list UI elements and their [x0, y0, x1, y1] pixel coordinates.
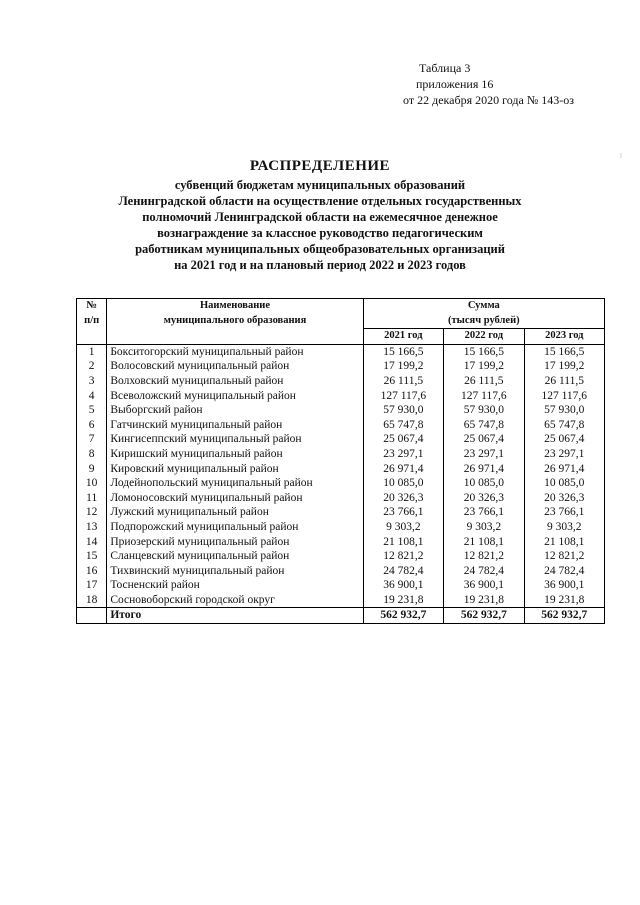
row-number: 17 — [77, 578, 107, 593]
row-value-2022: 127 117,6 — [444, 389, 524, 404]
table-row — [77, 403, 605, 418]
row-value-2023: 24 782,4 — [544, 564, 585, 577]
row-municipality: Выборгский район — [107, 403, 363, 418]
total-value-2021: 562 932,7 — [363, 608, 443, 624]
row-value-2022: 24 782,4 — [444, 564, 524, 579]
table-row — [77, 549, 605, 564]
header-municipality — [107, 299, 363, 345]
table-row — [77, 374, 605, 389]
table-row — [77, 578, 605, 593]
header-municipality-line2: муниципального образования — [163, 314, 307, 326]
table-row — [77, 447, 605, 462]
row-number: 4 — [77, 389, 107, 404]
row-value-2023: 17 199,2 — [544, 360, 585, 373]
title-line: работникам муниципальных общеобразовательных организаций — [135, 242, 505, 256]
table-body — [77, 344, 605, 623]
row-municipality: Бокситогорский муниципальный район — [107, 344, 363, 359]
row-value-2022: 36 900,1 — [444, 578, 524, 593]
table-row — [77, 418, 605, 433]
row-value-2023: 19 231,8 — [544, 593, 585, 606]
row-number: 13 — [77, 520, 107, 535]
header-year-2021: 2021 год — [363, 329, 443, 345]
row-municipality: Приозерский муниципальный район — [107, 535, 363, 550]
row-number: 14 — [77, 535, 107, 550]
header-municipality-line1: Наименование — [199, 300, 270, 311]
row-number: 11 — [77, 491, 107, 506]
header-sum-label: Сумма — [467, 300, 500, 311]
total-label: Итого — [107, 608, 363, 624]
title-line: полномочий Ленинградской области на ежемесячное денежное — [142, 210, 498, 224]
row-municipality: Гатчинский муниципальный район — [107, 418, 363, 433]
header-sum-unit: (тысяч рублей) — [448, 314, 520, 326]
row-value-2021: 15 166,5 — [363, 344, 443, 359]
header-year-2023: 2023 год — [524, 329, 604, 345]
row-value-2023: 20 326,3 — [544, 491, 585, 504]
row-value-2021: 65 747,8 — [363, 418, 443, 433]
row-value-2021: 20 326,3 — [363, 491, 443, 506]
row-municipality: Всеволожский муниципальный район — [107, 389, 363, 404]
header-number-abbr: п/п — [84, 314, 100, 326]
row-value-2023: 21 108,1 — [544, 535, 585, 548]
row-value-2021: 21 108,1 — [363, 535, 443, 550]
scan-artifact: ⁞ — [620, 152, 622, 160]
row-value-2022: 10 085,0 — [444, 476, 524, 491]
title-line: Ленинградской области на осуществление отдельных государственных — [118, 194, 522, 208]
row-value-2023: 12 821,2 — [544, 550, 585, 563]
row-value-2022: 12 821,2 — [444, 549, 524, 564]
row-value-2022: 65 747,8 — [444, 418, 524, 433]
row-value-2023: 57 930,0 — [544, 404, 585, 417]
row-number: 9 — [77, 462, 107, 477]
row-municipality: Сосновоборский городской округ — [107, 593, 363, 608]
row-value-2021: 17 199,2 — [363, 359, 443, 374]
table-row — [77, 389, 605, 404]
table-row — [77, 520, 605, 535]
row-value-2023: 15 166,5 — [544, 345, 585, 358]
row-municipality: Волховский муниципальный район — [107, 374, 363, 389]
title-line: вознаграждение за классное руководство педагогическим — [157, 226, 483, 240]
header-sum — [363, 299, 604, 329]
table-row — [77, 505, 605, 520]
row-value-2023: 9 303,2 — [547, 520, 582, 533]
row-value-2021: 25 067,4 — [363, 432, 443, 447]
distribution-table — [76, 298, 605, 624]
table-row — [77, 359, 605, 374]
row-value-2021: 23 766,1 — [363, 505, 443, 520]
row-value-2021: 12 821,2 — [363, 549, 443, 564]
row-number: 7 — [77, 432, 107, 447]
row-value-2021: 10 085,0 — [363, 476, 443, 491]
table-row — [77, 432, 605, 447]
row-number: 18 — [77, 593, 107, 608]
row-value-2023: 127 117,6 — [541, 389, 588, 402]
row-value-2022: 23 297,1 — [444, 447, 524, 462]
row-number: 8 — [77, 447, 107, 462]
row-value-2022: 25 067,4 — [444, 432, 524, 447]
row-value-2023: 25 067,4 — [544, 433, 585, 446]
row-municipality: Кингисеппский муниципальный район — [107, 432, 363, 447]
row-value-2022: 17 199,2 — [444, 359, 524, 374]
row-value-2023: 10 085,0 — [544, 477, 585, 490]
table-row — [77, 491, 605, 506]
document-title — [0, 158, 640, 273]
row-value-2021: 24 782,4 — [363, 564, 443, 579]
row-value-2021: 9 303,2 — [363, 520, 443, 535]
header-table-number: Таблица 3 — [419, 61, 471, 75]
row-municipality: Сланцевский муниципальный район — [107, 549, 363, 564]
row-municipality: Киришский муниципальный район — [107, 447, 363, 462]
title-line: субвенций бюджетам муниципальных образований — [174, 178, 466, 192]
row-number: 5 — [77, 403, 107, 418]
row-value-2023: 36 900,1 — [544, 579, 585, 592]
row-value-2021: 57 930,0 — [363, 403, 443, 418]
row-value-2023: 23 297,1 — [544, 447, 585, 460]
title-main: РАСПРЕДЕЛЕНИЕ — [249, 158, 391, 174]
row-value-2022: 57 930,0 — [444, 403, 524, 418]
table-row — [77, 593, 605, 608]
row-number: 2 — [77, 359, 107, 374]
row-value-2022: 26 971,4 — [444, 462, 524, 477]
document-header — [403, 60, 575, 108]
row-value-2023: 23 766,1 — [544, 506, 585, 519]
row-municipality: Волосовский муниципальный район — [107, 359, 363, 374]
row-number: 1 — [77, 344, 107, 359]
row-value-2021: 19 231,8 — [363, 593, 443, 608]
row-municipality: Тосненский район — [107, 578, 363, 593]
table-row — [77, 535, 605, 550]
row-municipality: Ломоносовский муниципальный район — [107, 491, 363, 506]
row-value-2021: 36 900,1 — [363, 578, 443, 593]
total-value-2022: 562 932,7 — [444, 608, 524, 624]
total-number — [77, 608, 107, 624]
row-municipality: Тихвинский муниципальный район — [107, 564, 363, 579]
row-value-2023: 65 747,8 — [544, 418, 585, 431]
header-number-symbol: № — [86, 300, 97, 311]
header-law-reference: от 22 декабря 2020 года № 143-оз — [403, 93, 575, 107]
row-value-2022: 21 108,1 — [444, 535, 524, 550]
total-row — [77, 608, 605, 624]
row-municipality: Лодейнопольский муниципальный район — [107, 476, 363, 491]
total-value-2023: 562 932,7 — [524, 608, 604, 624]
table-row — [77, 344, 605, 359]
row-number: 3 — [77, 374, 107, 389]
row-municipality: Лужский муниципальный район — [107, 505, 363, 520]
row-value-2023: 26 971,4 — [544, 462, 585, 475]
row-value-2021: 26 971,4 — [363, 462, 443, 477]
row-number: 6 — [77, 418, 107, 433]
row-value-2021: 26 111,5 — [363, 374, 443, 389]
row-number: 10 — [77, 476, 107, 491]
row-municipality: Кировский муниципальный район — [107, 462, 363, 477]
header-year-2022: 2022 год — [444, 329, 524, 345]
row-municipality: Подпорожский муниципальный район — [107, 520, 363, 535]
row-value-2021: 127 117,6 — [363, 389, 443, 404]
row-value-2021: 23 297,1 — [363, 447, 443, 462]
row-value-2022: 23 766,1 — [444, 505, 524, 520]
row-number: 16 — [77, 564, 107, 579]
table-row — [77, 462, 605, 477]
table-row — [77, 476, 605, 491]
row-value-2022: 26 111,5 — [444, 374, 524, 389]
row-value-2023: 26 111,5 — [544, 374, 584, 387]
row-value-2022: 19 231,8 — [444, 593, 524, 608]
row-number: 12 — [77, 505, 107, 520]
row-number: 15 — [77, 549, 107, 564]
title-line: на 2021 год и на плановый период 2022 и 2023 годов — [174, 258, 466, 272]
row-value-2022: 20 326,3 — [444, 491, 524, 506]
row-value-2022: 9 303,2 — [444, 520, 524, 535]
header-number — [77, 299, 107, 345]
table-row — [77, 564, 605, 579]
row-value-2022: 15 166,5 — [444, 344, 524, 359]
header-appendix: приложения 16 — [416, 77, 494, 91]
